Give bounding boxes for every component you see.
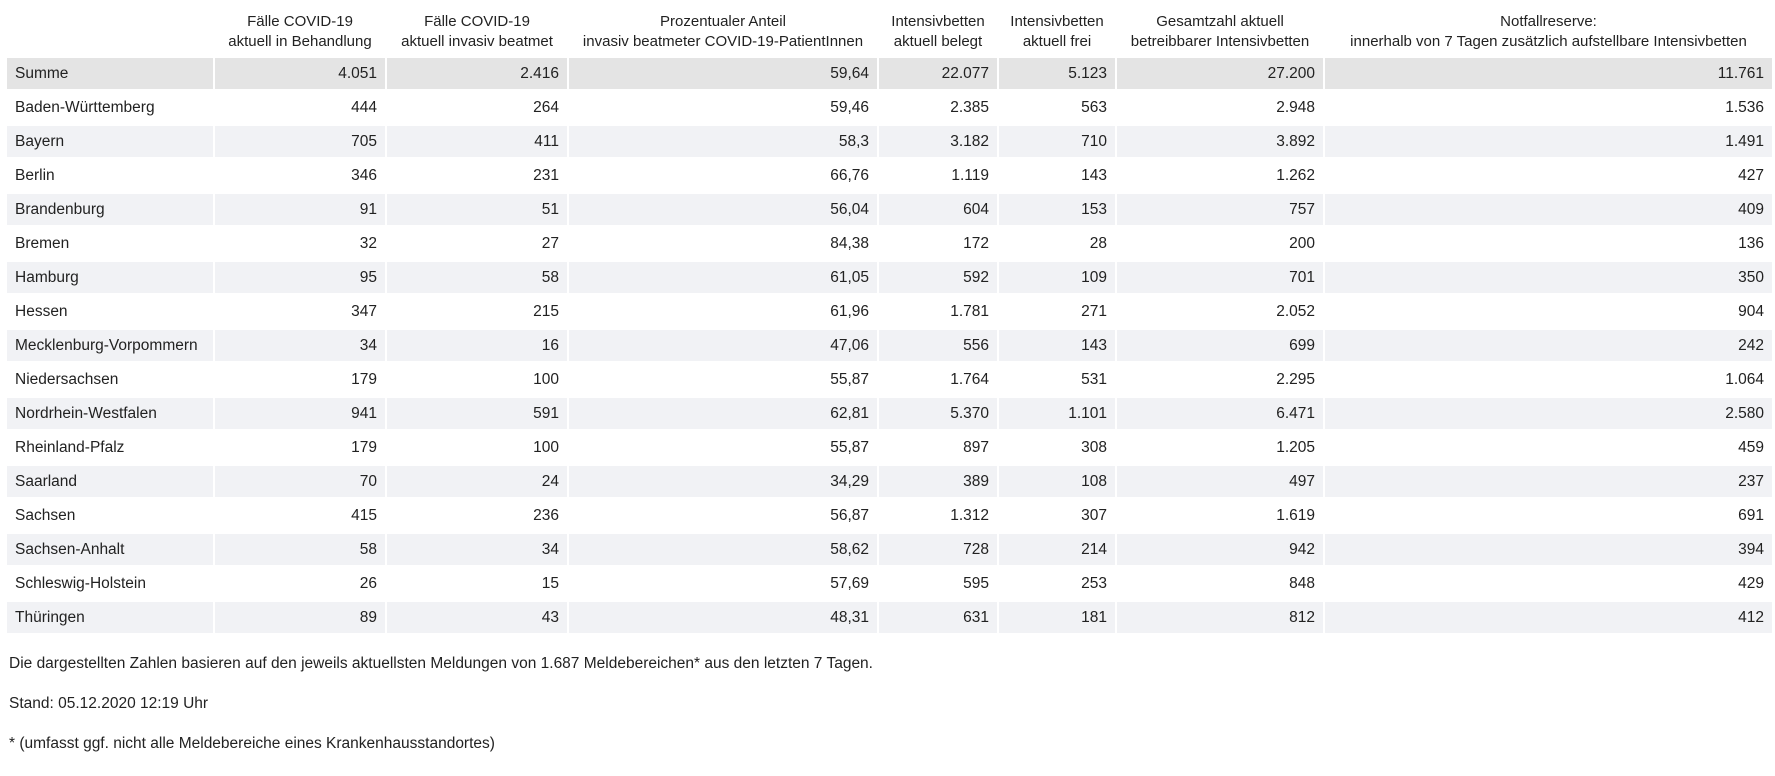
value-cell: 22.077: [879, 58, 997, 92]
value-cell: 48,31: [569, 602, 877, 636]
value-cell: 55,87: [569, 432, 877, 466]
value-cell: 1.064: [1325, 364, 1772, 398]
header-line-1: Intensivbetten: [891, 13, 985, 30]
value-cell: 59,46: [569, 92, 877, 126]
value-cell: 1.619: [1117, 500, 1323, 534]
value-cell: 16: [387, 330, 567, 364]
value-cell: 350: [1325, 262, 1772, 296]
header-line-2: aktuell in Behandlung: [228, 33, 372, 50]
value-cell: 51: [387, 194, 567, 228]
value-cell: 4.051: [215, 58, 385, 92]
value-cell: 34,29: [569, 466, 877, 500]
data-basis-note: Die dargestellten Zahlen basieren auf den jeweils aktuellsten Meldungen von 1.687 Meldebereichen* aus den letzten 7 Tagen.: [9, 655, 873, 672]
value-cell: 28: [999, 228, 1115, 262]
table-row: [7, 398, 1772, 432]
value-cell: 427: [1325, 160, 1772, 194]
value-cell: 215: [387, 296, 567, 330]
value-cell: 109: [999, 262, 1115, 296]
value-cell: 56,87: [569, 500, 877, 534]
value-cell: 70: [215, 466, 385, 500]
value-cell: 412: [1325, 602, 1772, 636]
header-line-2: aktuell frei: [1022, 33, 1092, 50]
value-cell: 411: [387, 126, 567, 160]
value-cell: 710: [999, 126, 1115, 160]
value-cell: 172: [879, 228, 997, 262]
table-row: [7, 500, 1772, 534]
table-row-sum: [7, 58, 1772, 92]
value-cell: 264: [387, 92, 567, 126]
value-cell: 691: [1325, 500, 1772, 534]
value-cell: 415: [215, 500, 385, 534]
value-cell: 153: [999, 194, 1115, 228]
value-cell: 757: [1117, 194, 1323, 228]
value-cell: 143: [999, 330, 1115, 364]
state-name-cell: Mecklenburg-Vorpommern: [7, 330, 213, 364]
header-cases-ventilated: [387, 8, 567, 58]
value-cell: 5.370: [879, 398, 997, 432]
table-row: [7, 534, 1772, 568]
value-cell: 27.200: [1117, 58, 1323, 92]
value-cell: 556: [879, 330, 997, 364]
value-cell: 200: [1117, 228, 1323, 262]
table-row: [7, 296, 1772, 330]
value-cell: 429: [1325, 568, 1772, 602]
value-cell: 1.312: [879, 500, 997, 534]
value-cell: 253: [999, 568, 1115, 602]
value-cell: 1.205: [1117, 432, 1323, 466]
value-cell: 308: [999, 432, 1115, 466]
value-cell: 15: [387, 568, 567, 602]
value-cell: 59,64: [569, 58, 877, 92]
value-cell: 237: [1325, 466, 1772, 500]
value-cell: 181: [999, 602, 1115, 636]
value-cell: 389: [879, 466, 997, 500]
header-line-1: Prozentualer Anteil: [660, 13, 786, 30]
value-cell: 2.295: [1117, 364, 1323, 398]
value-cell: 942: [1117, 534, 1323, 568]
value-cell: 84,38: [569, 228, 877, 262]
page: [0, 8, 1775, 764]
table-row: [7, 160, 1772, 194]
header-line-2: innerhalb von 7 Tagen zusätzlich aufstellbare Intensivbetten: [1350, 33, 1747, 50]
value-cell: 143: [999, 160, 1115, 194]
state-name-cell: Berlin: [7, 160, 213, 194]
header-cases-in-treatment: [215, 8, 385, 58]
value-cell: 307: [999, 500, 1115, 534]
header-line-2: aktuell invasiv beatmet: [401, 33, 553, 50]
value-cell: 58: [387, 262, 567, 296]
value-cell: 34: [215, 330, 385, 364]
value-cell: 179: [215, 364, 385, 398]
value-cell: 459: [1325, 432, 1772, 466]
value-cell: 61,96: [569, 296, 877, 330]
value-cell: 1.101: [999, 398, 1115, 432]
value-cell: 2.385: [879, 92, 997, 126]
value-cell: 58: [215, 534, 385, 568]
value-cell: 848: [1117, 568, 1323, 602]
value-cell: 26: [215, 568, 385, 602]
table-row: [7, 228, 1772, 262]
value-cell: 631: [879, 602, 997, 636]
value-cell: 2.052: [1117, 296, 1323, 330]
table-row: [7, 466, 1772, 500]
header-icu-beds-total: [1117, 8, 1323, 58]
state-name-cell: Niedersachsen: [7, 364, 213, 398]
value-cell: 1.119: [879, 160, 997, 194]
value-cell: 444: [215, 92, 385, 126]
value-cell: 43: [387, 602, 567, 636]
value-cell: 1.262: [1117, 160, 1323, 194]
state-name-cell: Sachsen-Anhalt: [7, 534, 213, 568]
table-row: [7, 126, 1772, 160]
value-cell: 591: [387, 398, 567, 432]
value-cell: 531: [999, 364, 1115, 398]
value-cell: 2.948: [1117, 92, 1323, 126]
value-cell: 58,3: [569, 126, 877, 160]
icu-capacity-table: [5, 8, 1774, 636]
header-line-2: invasiv beatmeter COVID-19-PatientInnen: [582, 33, 864, 50]
table-header-row: [7, 8, 1772, 58]
table-row: [7, 262, 1772, 296]
value-cell: 136: [1325, 228, 1772, 262]
value-cell: 941: [215, 398, 385, 432]
value-cell: 3.892: [1117, 126, 1323, 160]
value-cell: 812: [1117, 602, 1323, 636]
value-cell: 108: [999, 466, 1115, 500]
value-cell: 34: [387, 534, 567, 568]
value-cell: 236: [387, 500, 567, 534]
value-cell: 346: [215, 160, 385, 194]
state-name-cell: Hessen: [7, 296, 213, 330]
value-cell: 2.580: [1325, 398, 1772, 432]
value-cell: 1.491: [1325, 126, 1772, 160]
value-cell: 66,76: [569, 160, 877, 194]
value-cell: 56,04: [569, 194, 877, 228]
value-cell: 57,69: [569, 568, 877, 602]
value-cell: 347: [215, 296, 385, 330]
value-cell: 705: [215, 126, 385, 160]
header-icu-beds-occupied: [879, 8, 997, 58]
value-cell: 95: [215, 262, 385, 296]
value-cell: 604: [879, 194, 997, 228]
value-cell: 100: [387, 364, 567, 398]
state-name-cell: Brandenburg: [7, 194, 213, 228]
header-line-1: Intensivbetten: [1010, 13, 1104, 30]
state-name-cell: Summe: [7, 58, 213, 92]
notes: [5, 644, 1770, 764]
value-cell: 1.781: [879, 296, 997, 330]
table-body: [7, 58, 1772, 636]
value-cell: 1.536: [1325, 92, 1772, 126]
state-name-cell: Sachsen: [7, 500, 213, 534]
value-cell: 214: [999, 534, 1115, 568]
table-row: [7, 364, 1772, 398]
header-line-1: Notfallreserve:: [1500, 13, 1597, 30]
value-cell: 2.416: [387, 58, 567, 92]
value-cell: 409: [1325, 194, 1772, 228]
state-name-cell: Schleswig-Holstein: [7, 568, 213, 602]
table-row: [7, 194, 1772, 228]
table-row: [7, 330, 1772, 364]
table-row: [7, 432, 1772, 466]
value-cell: 904: [1325, 296, 1772, 330]
header-line-2: aktuell belegt: [893, 33, 983, 50]
value-cell: 58,62: [569, 534, 877, 568]
value-cell: 62,81: [569, 398, 877, 432]
value-cell: 89: [215, 602, 385, 636]
header-icu-beds-free: [999, 8, 1115, 58]
header-line-1: Fälle COVID-19: [247, 13, 353, 30]
value-cell: 592: [879, 262, 997, 296]
value-cell: 563: [999, 92, 1115, 126]
value-cell: 699: [1117, 330, 1323, 364]
value-cell: 179: [215, 432, 385, 466]
value-cell: 5.123: [999, 58, 1115, 92]
header-emergency-reserve: [1325, 8, 1772, 58]
value-cell: 728: [879, 534, 997, 568]
value-cell: 55,87: [569, 364, 877, 398]
value-cell: 100: [387, 432, 567, 466]
value-cell: 242: [1325, 330, 1772, 364]
value-cell: 6.471: [1117, 398, 1323, 432]
value-cell: 61,05: [569, 262, 877, 296]
value-cell: 32: [215, 228, 385, 262]
header-ventilated-share: [569, 8, 877, 58]
state-name-cell: Rheinland-Pfalz: [7, 432, 213, 466]
value-cell: 3.182: [879, 126, 997, 160]
value-cell: 11.761: [1325, 58, 1772, 92]
value-cell: 1.764: [879, 364, 997, 398]
table-row: [7, 568, 1772, 602]
value-cell: 24: [387, 466, 567, 500]
header-state: [7, 8, 213, 58]
value-cell: 231: [387, 160, 567, 194]
state-name-cell: Nordrhein-Westfalen: [7, 398, 213, 432]
state-name-cell: Bremen: [7, 228, 213, 262]
state-name-cell: Bayern: [7, 126, 213, 160]
table-row: [7, 92, 1772, 126]
value-cell: 394: [1325, 534, 1772, 568]
footnote: * (umfasst ggf. nicht alle Meldebereiche eines Krankenhausstandortes): [9, 735, 495, 752]
value-cell: 595: [879, 568, 997, 602]
timestamp-note: Stand: 05.12.2020 12:19 Uhr: [9, 695, 209, 712]
value-cell: 497: [1117, 466, 1323, 500]
value-cell: 27: [387, 228, 567, 262]
value-cell: 701: [1117, 262, 1323, 296]
state-name-cell: Hamburg: [7, 262, 213, 296]
value-cell: 271: [999, 296, 1115, 330]
state-name-cell: Saarland: [7, 466, 213, 500]
value-cell: 897: [879, 432, 997, 466]
header-line-2: betreibbarer Intensivbetten: [1130, 33, 1310, 50]
header-line-1: Fälle COVID-19: [424, 13, 530, 30]
state-name-cell: Baden-Württemberg: [7, 92, 213, 126]
value-cell: 91: [215, 194, 385, 228]
value-cell: 47,06: [569, 330, 877, 364]
table-row: [7, 602, 1772, 636]
state-name-cell: Thüringen: [7, 602, 213, 636]
header-line-1: Gesamtzahl aktuell: [1156, 13, 1284, 30]
